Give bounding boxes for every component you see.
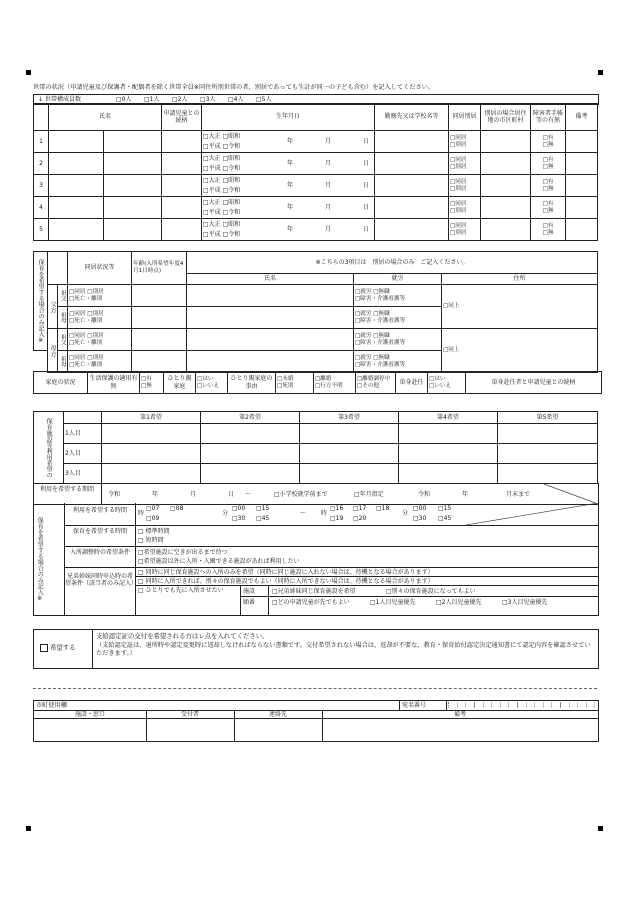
facility-separate[interactable]: □別々の保育施設になってもよい <box>386 588 476 595</box>
choice-1: 第1希望 <box>102 412 201 424</box>
start-hour-09[interactable]: □09 <box>146 515 160 522</box>
era-options-a[interactable]: □大正 □昭和 <box>203 176 241 184</box>
adjust-label: 入所調整時の希望条件 <box>69 549 130 556</box>
era-options-a[interactable]: □大正 □昭和 <box>203 198 241 206</box>
cohabit-cell[interactable]: □同居 □別居 <box>449 197 481 219</box>
col-gp-job: 就労 <box>354 274 442 285</box>
city-cell[interactable] <box>481 219 531 241</box>
register-mark-top-left <box>26 70 31 75</box>
name-cell[interactable] <box>104 219 162 241</box>
family-label: 家庭の状況 <box>34 372 88 394</box>
end-hour-20[interactable]: □20 <box>353 515 367 522</box>
era-options-b[interactable]: □平成 □令和 <box>203 142 241 150</box>
time-label: 利用を希望する時間 <box>72 507 127 514</box>
month-unit: 月 <box>325 203 332 211</box>
certificate-line2: （支給認定証は、退所時や認定変更時に返却しなければならない書類です。交付希望されない場合は、返却が不要な、教育・保育給付認定決定通知書にて認定内容を確認させていただきます。） <box>96 642 591 658</box>
hope-cell[interactable] <box>201 424 300 444</box>
hope-cell[interactable] <box>201 444 300 464</box>
living-cell[interactable]: □同居 □別居 □死亡・離別 <box>68 351 132 373</box>
age-cell[interactable] <box>132 307 187 329</box>
order-any[interactable]: □どの申請児童が先でもよい <box>272 599 350 606</box>
hope-cell[interactable] <box>300 424 399 444</box>
gp-job-cell[interactable]: □就労 □無職 □障害・介護看護等 <box>354 307 442 329</box>
name-cell[interactable] <box>49 197 104 219</box>
adjust-wait[interactable]: □希望施設に空きが出るまで待つ <box>138 549 228 556</box>
hope-cell[interactable] <box>498 464 598 484</box>
hope-cell[interactable] <box>399 464 498 484</box>
notes-cell[interactable] <box>566 197 598 219</box>
period-start-year[interactable]: 年 <box>152 491 159 498</box>
col-birthdate: 生年月日 <box>202 104 375 131</box>
city-cell[interactable] <box>481 197 531 219</box>
office-col-contact: 連絡先 <box>268 711 287 718</box>
start-min-45[interactable]: □45 <box>256 515 270 522</box>
office-col-notes: 備考 <box>453 711 466 718</box>
end-min-15[interactable]: □15 <box>438 505 452 512</box>
hope-cell[interactable] <box>498 424 598 444</box>
name-cell[interactable] <box>49 131 104 153</box>
table-row <box>34 424 598 444</box>
order-label: 順番 <box>243 599 256 606</box>
separate-note: ※こちらの3項目は 別居の場合のみ ご記入ください。 <box>187 252 598 274</box>
row-number: 5 <box>34 219 49 241</box>
cut-line <box>33 688 597 689</box>
order-third[interactable]: □3人目児童優先 <box>502 599 548 606</box>
reason-options-c[interactable]: □離婚調停中 □その他 <box>356 372 396 394</box>
time-end-ji: 時 <box>321 510 328 517</box>
checkbox-icon[interactable] <box>40 644 48 652</box>
hope-cell[interactable] <box>201 464 300 484</box>
month-unit: 月 <box>325 159 332 167</box>
reason-options-b[interactable]: □離婚 □行方不明 <box>314 372 356 394</box>
end-hour-18[interactable]: □18 <box>376 505 390 512</box>
table-row <box>34 285 598 307</box>
hope-cell[interactable] <box>102 444 201 464</box>
period-label: 利用を希望する期間 <box>39 486 94 493</box>
name-cell[interactable] <box>49 175 104 197</box>
name-cell[interactable] <box>104 153 162 175</box>
col-gp-name: 氏名 <box>187 274 354 285</box>
grandparents-table <box>33 251 598 373</box>
table-row <box>34 153 598 175</box>
workplace-cell[interactable] <box>375 153 449 175</box>
tanshin-options[interactable]: □はい □いいえ <box>428 372 466 394</box>
notes-cell[interactable] <box>566 153 598 175</box>
period-start-month[interactable]: 月 <box>190 491 197 498</box>
relation-cell[interactable] <box>162 153 202 175</box>
reason-options-a[interactable]: □未婚 □死別 <box>276 372 314 394</box>
hope-cell[interactable] <box>399 424 498 444</box>
choice-2: 第2希望 <box>201 412 300 424</box>
conditions-side-label: 保育を希望する場合のみ記入※ <box>36 516 44 602</box>
household-title: 世帯の状況（申請児童及び保護者・配偶者を除く世帯全員※同住所別世帯の者、別居であっても生計が同一の子ども含む）を記入してください。 <box>33 84 435 91</box>
month-unit: 月 <box>325 225 332 233</box>
sibling-same-only[interactable]: □ 同時に同じ保育施設への入所のみを希望（同時に同じ施設に入れない場合は、待機となる場合があります） <box>138 569 434 576</box>
era-options-a[interactable]: □大正 □昭和 <box>203 154 241 162</box>
period-start-era: 令和 <box>108 491 121 498</box>
tanshin-label: 単身赴任 <box>396 372 428 394</box>
period-start-day[interactable]: 日 <box>228 491 235 498</box>
start-hour-07[interactable]: □07 <box>146 505 160 512</box>
row-number: 1 <box>34 131 49 153</box>
col-living: 同居状況等 <box>68 252 132 285</box>
single-reason-label: ひとり親家庭の事由 <box>228 372 276 394</box>
role-label: 祖父 <box>58 285 68 307</box>
child-label: 1人目 <box>64 424 102 444</box>
year-unit: 年 <box>287 225 294 233</box>
day-unit: 日 <box>363 203 370 211</box>
disability-cell[interactable]: □有 □無 <box>531 131 566 153</box>
month-unit: 月 <box>325 181 332 189</box>
birthdate-cell[interactable] <box>202 153 375 175</box>
gp-job-cell[interactable]: □就労 □無職 □障害・介護看護等 <box>354 329 442 351</box>
period-specified[interactable]: □年月指定 <box>354 491 384 498</box>
gp-job-cell[interactable]: □就労 □無職 □障害・介護看護等 <box>354 285 442 307</box>
hours-short[interactable]: □ 短時間 <box>138 537 164 544</box>
workplace-cell[interactable] <box>375 175 449 197</box>
cohabit-cell[interactable]: □同居 □別居 <box>449 153 481 175</box>
choice-4: 第4希望 <box>399 412 498 424</box>
office-col-window: 施設・窓口 <box>74 711 105 718</box>
header-blank <box>48 252 68 285</box>
welfare-label: 生活保護の適用有無 <box>88 372 140 394</box>
hope-cell[interactable] <box>102 464 201 484</box>
row-number: 2 <box>34 153 49 175</box>
disability-cell[interactable]: □有 □無 <box>531 175 566 197</box>
start-min-15[interactable]: □15 <box>256 505 270 512</box>
notes-cell[interactable] <box>566 175 598 197</box>
sibling-label: 兄弟姉妹同時申込時の希望条件（該当者のみ記入） <box>65 573 138 588</box>
end-min-30[interactable]: □30 <box>413 515 427 522</box>
end-min-00[interactable]: □00 <box>413 505 427 512</box>
hours-standard[interactable]: □ 標準時間 <box>138 528 170 535</box>
gp-name-cell[interactable] <box>187 351 354 373</box>
period-until-school[interactable]: □小学校就学前まで <box>274 491 328 498</box>
period-tilde: 〜 <box>245 491 252 498</box>
relation-cell[interactable] <box>162 219 202 241</box>
hope-cell[interactable] <box>300 464 399 484</box>
hope-blank <box>64 412 102 424</box>
table-row <box>34 329 598 351</box>
grandparents-side-label: 保育を希望する場合のみ記入※ <box>34 252 48 351</box>
period-slash <box>544 484 598 504</box>
facility-same[interactable]: □兄弟姉妹同じ保育施設を希望 <box>272 588 356 595</box>
living-cell[interactable]: □同居 □別居 □死亡・離別 <box>68 285 132 307</box>
office-use-block <box>33 700 599 742</box>
time-tilde: 〜 <box>300 510 307 517</box>
col-relation: 申請児童との続柄 <box>162 104 202 131</box>
sibling-separate-ok[interactable]: □ 同時に入所できれば、別々の保育施設でもよい（同時に入所できない場合は、待機となる場合があります） <box>138 578 434 585</box>
count-option-0[interactable]: □0人 <box>116 96 132 103</box>
col-no <box>34 104 49 131</box>
age-cell[interactable] <box>132 285 187 307</box>
certificate-line1: 支給認定証の交付を希望される方はレ点を入れてください。 <box>96 632 269 640</box>
col-notes: 備考 <box>566 104 598 131</box>
col-age: 年齢(入所希望年度4月1日時点) <box>132 252 187 285</box>
end-min-45[interactable]: □45 <box>438 515 452 522</box>
gp-job-cell[interactable]: □就労 □無職 □障害・介護看護等 <box>354 351 442 373</box>
hope-cell[interactable] <box>498 444 598 464</box>
workplace-cell[interactable] <box>375 219 449 241</box>
name-cell[interactable] <box>104 175 162 197</box>
col-gp-address: 住所 <box>442 274 598 285</box>
name-cell[interactable] <box>49 153 104 175</box>
notes-cell[interactable] <box>566 219 598 241</box>
period-row <box>33 483 599 505</box>
gp-name-cell[interactable] <box>187 329 354 351</box>
hours-label: 保育を希望する時間 <box>72 528 127 535</box>
count-option-4[interactable]: □4人 <box>228 96 244 103</box>
row-number: 4 <box>34 197 49 219</box>
birthdate-cell[interactable] <box>202 219 375 241</box>
name-cell[interactable] <box>104 197 162 219</box>
era-options-a[interactable]: □大正 □昭和 <box>203 220 241 228</box>
table-row <box>34 131 598 153</box>
paternal-label: 父方 <box>48 285 58 329</box>
maternal-label: 母方 <box>48 329 58 373</box>
table-row <box>34 464 598 484</box>
col-name: 氏名 <box>49 104 162 131</box>
count-option-2[interactable]: □2人 <box>172 96 188 103</box>
day-unit: 日 <box>363 181 370 189</box>
tanshin-relation-label: 単身赴任者と申請児童との続柄 <box>466 372 602 394</box>
time-start-ji: 時 <box>138 510 145 517</box>
count-option-3[interactable]: □3人 <box>200 96 216 103</box>
side-spacer <box>34 351 48 373</box>
era-options-b[interactable]: □平成 □令和 <box>203 186 241 194</box>
day-unit: 日 <box>363 225 370 233</box>
table-row <box>34 197 598 219</box>
role-label: 祖父 <box>58 329 68 351</box>
day-unit: 日 <box>363 137 370 145</box>
order-second[interactable]: □2人目児童優先 <box>436 599 482 606</box>
family-situation-table <box>33 371 602 394</box>
choice-3: 第3希望 <box>300 412 399 424</box>
era-options-b[interactable]: □平成 □令和 <box>203 230 241 238</box>
hope-cell[interactable] <box>102 424 201 444</box>
period-end-year[interactable]: 年 <box>462 491 469 498</box>
city-cell[interactable] <box>481 175 531 197</box>
atena-label: 宛名番号 <box>402 702 427 709</box>
certificate-checkbox[interactable]: 希望する <box>40 644 76 652</box>
register-mark-top-right <box>598 70 603 75</box>
choice-5: 第5希望 <box>498 412 598 424</box>
child-label: 3人目 <box>64 464 102 484</box>
row-number: 3 <box>34 175 49 197</box>
single-parent-label: ひとり親家庭 <box>164 372 196 394</box>
office-use-title: 市町使用欄 <box>36 702 67 709</box>
certificate-block <box>33 629 599 669</box>
conditions-block <box>33 503 599 616</box>
col-cohabit: 同居別居 <box>449 104 481 131</box>
facility-hope-table <box>33 411 598 484</box>
era-options-b[interactable]: □平成 □令和 <box>203 164 241 172</box>
hope-cell[interactable] <box>399 444 498 464</box>
sibling-one-first[interactable]: □ ひとりでも先に入所させたい <box>138 587 224 594</box>
table-row <box>34 444 598 464</box>
time-start-fun: 分 <box>222 510 229 517</box>
start-min-30[interactable]: □30 <box>232 515 246 522</box>
city-cell[interactable] <box>481 131 531 153</box>
name-cell[interactable] <box>104 131 162 153</box>
col-workplace: 勤務先又は学校名等 <box>375 104 449 131</box>
period-end-era: 令和 <box>418 491 431 498</box>
table-row <box>34 219 598 241</box>
atena-number-field[interactable] <box>448 702 597 708</box>
relation-cell[interactable] <box>162 197 202 219</box>
city-cell[interactable] <box>481 153 531 175</box>
register-mark-bottom-left <box>26 826 31 831</box>
role-label: 祖母 <box>58 351 68 373</box>
gp-address-cell[interactable]: □同上 <box>442 285 598 329</box>
start-hour-08[interactable]: □08 <box>170 505 184 512</box>
member-count-label: ↓ 世帯構成員数 <box>38 96 81 103</box>
child-label: 2人目 <box>64 444 102 464</box>
order-first[interactable]: □1人目児童優先 <box>370 599 416 606</box>
notes-cell[interactable] <box>566 131 598 153</box>
time-slash <box>466 503 598 525</box>
birthdate-cell[interactable] <box>202 197 375 219</box>
day-unit: 日 <box>363 159 370 167</box>
relation-cell[interactable] <box>162 175 202 197</box>
year-unit: 年 <box>287 137 294 145</box>
table-row <box>34 175 598 197</box>
cohabit-cell[interactable]: □同居 □別居 <box>449 175 481 197</box>
end-hour-16[interactable]: □16 <box>330 505 344 512</box>
col-separate-city: 別居の場合居住地の市区町村 <box>481 104 531 131</box>
role-label: 祖母 <box>58 307 68 329</box>
age-cell[interactable] <box>132 351 187 373</box>
hope-cell[interactable] <box>300 444 399 464</box>
time-end-fun: 分 <box>402 510 409 517</box>
month-unit: 月 <box>325 137 332 145</box>
disability-cell[interactable]: □有 □無 <box>531 197 566 219</box>
year-unit: 年 <box>287 203 294 211</box>
facility-label: 施設 <box>243 588 256 595</box>
workplace-cell[interactable] <box>375 197 449 219</box>
age-cell[interactable] <box>132 329 187 351</box>
gp-address-cell[interactable]: □同上 <box>442 329 598 373</box>
count-option-1[interactable]: □1人 <box>144 96 160 103</box>
register-mark-bottom-right <box>598 826 603 831</box>
birthdate-cell[interactable] <box>202 131 375 153</box>
name-cell[interactable] <box>49 219 104 241</box>
gp-name-cell[interactable] <box>187 285 354 307</box>
birthdate-cell[interactable] <box>202 175 375 197</box>
gp-name-cell[interactable] <box>187 307 354 329</box>
adjust-other[interactable]: □希望施設以外に入所・入園できる施設があれば利用したい <box>138 558 300 565</box>
period-end-month[interactable]: 月末まで <box>506 491 531 498</box>
cohabit-cell[interactable]: □同居 □別居 <box>449 219 481 241</box>
workplace-cell[interactable] <box>375 131 449 153</box>
welfare-options[interactable]: □有 □無 <box>140 372 164 394</box>
household-members-table <box>33 103 598 241</box>
end-hour-17[interactable]: □17 <box>353 505 367 512</box>
living-cell[interactable]: □同居 □別居 □死亡・離別 <box>68 307 132 329</box>
year-unit: 年 <box>287 181 294 189</box>
disability-cell[interactable]: □有 □無 <box>531 219 566 241</box>
year-unit: 年 <box>287 159 294 167</box>
disability-cell[interactable]: □有 □無 <box>531 153 566 175</box>
start-min-00[interactable]: □00 <box>232 505 246 512</box>
cohabit-cell[interactable]: □同居 □別居 <box>449 131 481 153</box>
relation-cell[interactable] <box>162 131 202 153</box>
single-parent-options[interactable]: □はい □いいえ <box>196 372 228 394</box>
hope-side-label: 保育施設等利用希望の <box>34 412 64 484</box>
count-option-5[interactable]: □5人 <box>256 96 272 103</box>
office-col-receiver: 受付者 <box>180 711 199 718</box>
era-options-b[interactable]: □平成 □令和 <box>203 208 241 216</box>
living-cell[interactable]: □同居 □別居 □死亡・離別 <box>68 329 132 351</box>
era-options-a[interactable]: □大正 □昭和 <box>203 132 241 140</box>
col-disability: 障害者手帳等の有無 <box>531 104 566 131</box>
end-hour-19[interactable]: □19 <box>330 515 344 522</box>
